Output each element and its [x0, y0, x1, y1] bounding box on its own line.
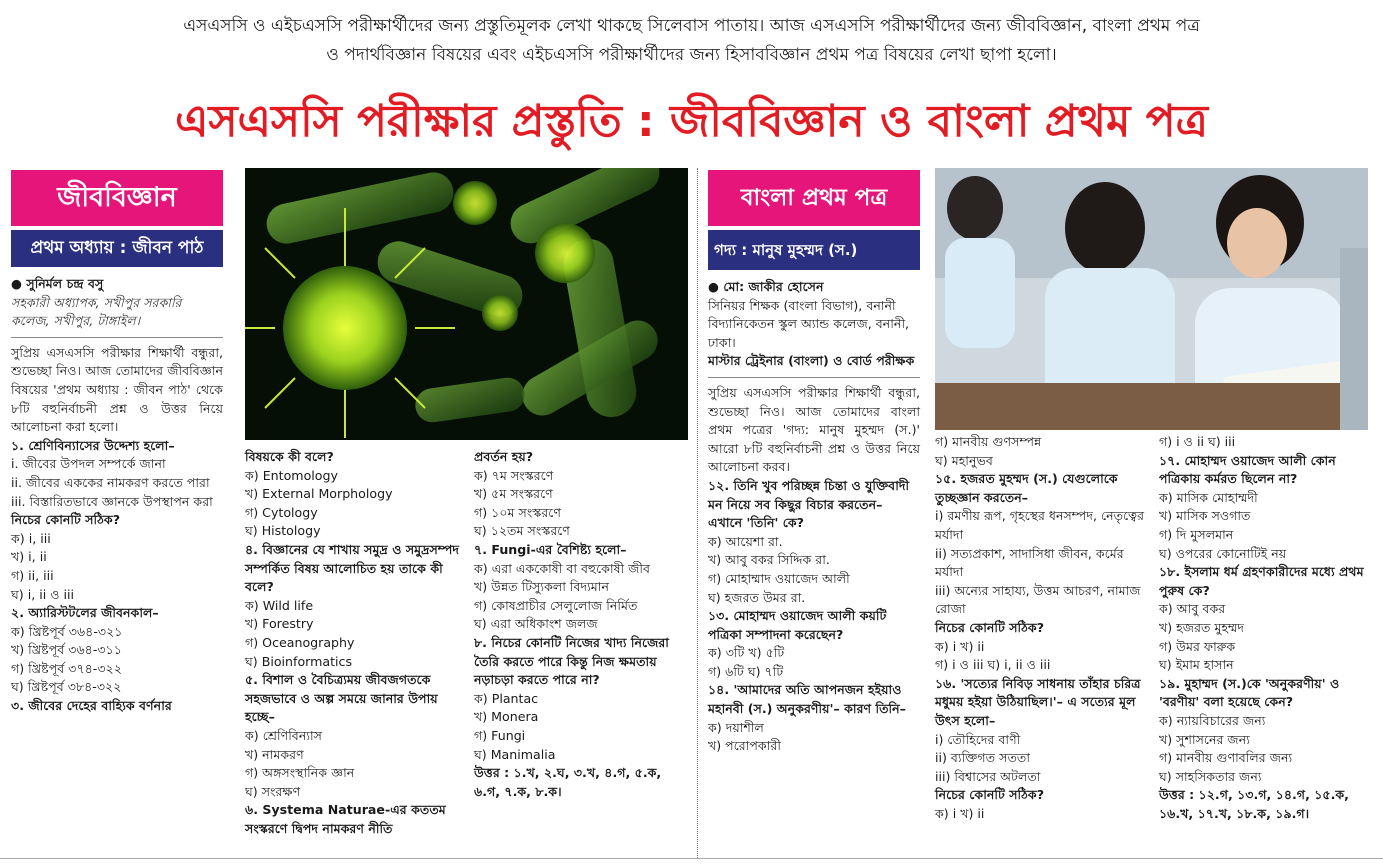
bangla-q16-item-1: i) তৌহিদের বাণী — [935, 731, 1021, 747]
biology-q8-option-4: ঘ) Manimalia — [474, 746, 556, 762]
bangla-q13-options-row-2: গ) ৬টি ঘ) ৭টি — [708, 663, 784, 679]
bangla-author-title: সিনিয়র শিক্ষক (বাংলা বিভাগ), বনানী বিদ্যানিকেতন স্কুল অ্যান্ড কলেজ, বনানী, ঢাকা। — [708, 297, 910, 350]
biology-q5-option-2: খ) নামকরণ — [245, 746, 304, 762]
bangla-q16-item-3: iii) বিশ্বাসের অটলতা — [935, 768, 1041, 784]
biology-q8-option-3: গ) Fungi — [474, 727, 526, 743]
bangla-q19-option-4: ঘ) সাহসিকতার জন্য — [1159, 768, 1262, 784]
biology-question-3: ৩. জীবের দেহের বাহ্যিক বর্ণনার — [11, 698, 172, 714]
exam-illustration — [935, 168, 1368, 430]
bangla-q12-option-1: ক) আয়েশা রা. — [708, 533, 783, 549]
biology-answers: উত্তর : ১.খ, ২.ঘ, ৩.খ, ৪.গ, ৫.ক, ৬.গ, ৭.ক, ৮.ক। — [474, 765, 662, 799]
intro-text — [0, 12, 1383, 70]
bangla-q15-item-1: i) রমণীয় রূপ, গৃহস্থের ধনসম্পদ, নেতৃত্বের মর্যাদা — [935, 508, 1145, 542]
biology-question-4: ৪. বিজ্ঞানের যে শাখায় সমুদ্র ও সমুদ্রসম্পদ সম্পর্কিত বিষয় আলোচিত হয় তাকে কী বলে? — [245, 541, 460, 595]
bangla-question-12: ১২. তিনি খুব পরিচ্ছন্ন চিন্তা ও যুক্তিবাদী মন নিয়ে সব কিছুর বিচার করতেন– এখানে 'তিনি' কে? — [708, 477, 910, 531]
biology-q5-option-1: ক) শ্রেণিবিন্যাস — [245, 727, 322, 743]
bangla-q16-options-row-1: ক) i খ) ii — [935, 805, 985, 821]
biology-q1-item-1: i. জীবের উপদল সম্পর্কে জানা — [11, 456, 166, 472]
biology-q3-option-1: ক) Entomology — [245, 467, 338, 483]
biology-author-divider — [11, 337, 223, 338]
bangla-q19-option-2: খ) সুশাসনের জন্য — [1159, 731, 1250, 747]
bangla-column-1 — [708, 170, 920, 756]
biology-q2-option-1: ক) খ্রিষ্টপূর্ব ৩৬৪-৩২১ — [11, 623, 123, 639]
bangla-author-divider — [708, 377, 920, 378]
bangla-q17-option-3: গ) দি মুসলমান — [1159, 526, 1234, 542]
biology-q4-option-3: গ) Oceanography — [245, 634, 355, 650]
bangla-question-18: ১৮. ইসলাম ধর্ম গ্রহণকারীদের মধ্যে প্রথম পুরুষ কে? — [1159, 564, 1364, 598]
bangla-answers: উত্তর : ১২.গ, ১৩.গ, ১৪.গ, ১৫.ক, ১৬.খ, ১৭.খ, ১৮.ক, ১৯.গ। — [1159, 787, 1349, 821]
biology-q5-option-4: ঘ) সংরক্ষণ — [245, 783, 301, 799]
bangla-author-name: ● মো: জাকীর হোসেন — [708, 279, 824, 294]
biology-column-1 — [11, 170, 223, 716]
biology-q7-option-4: ঘ) এরা অধিকাংশ জলজ — [474, 616, 598, 632]
intro-line-2: ও পদার্থবিজ্ঞান বিষয়ের এবং এইচএসসি পরীক্ষার্থীদের জন্য হিসাববিজ্ঞান প্রথম পত্র বিষয়ের লেখা ছাপা হলো। — [326, 45, 1057, 65]
biology-q1-option-1: ক) i, iii — [11, 530, 51, 546]
bangla-q12-option-3: গ) মোহাম্মাদ ওয়াজেদ আলী — [708, 570, 850, 586]
bangla-q15-options-row-1: ক) i খ) ii — [935, 638, 985, 654]
biology-subject-banner: জীববিজ্ঞান — [11, 170, 223, 226]
bangla-q18-option-3: গ) উমর ফারুক — [1159, 638, 1236, 654]
biology-q3-cont: বিষয়কে কী বলে? — [245, 449, 334, 464]
biology-q3-option-2: খ) External Morphology — [245, 486, 393, 502]
bangla-q15-item-3: iii) অন্যের সাহায্য, উত্তম আচরণ, নামাজ রোজা — [935, 582, 1141, 617]
bangla-q13-options-row-1: ক) ৩টি খ) ৫টি — [708, 645, 785, 661]
section-divider — [697, 168, 698, 858]
bangla-q14-option-1: ক) দয়াশীল — [708, 719, 764, 735]
bangla-question-19: ১৯. মুহাম্মদ (স.)কে 'অনুকরণীয়' ও 'বরণীয়' বলা হয়েছে কেন? — [1159, 675, 1340, 710]
biology-q1-option-4: ঘ) i, ii ও iii — [11, 586, 74, 602]
biology-q3-option-4: ঘ) Histology — [245, 523, 321, 539]
biology-question-1: ১. শ্রেণিবিন্যাসের উদ্দেশ্য হলো– — [11, 437, 175, 453]
biology-question-5: ৫. বিশাল ও বৈচিত্র্যময় জীবজগতকে সহজভাবে ও অল্প সময়ে জানার উপায় হচ্ছে– — [245, 672, 438, 725]
biology-q6-option-1: ক) ৭ম সংস্করণে — [474, 467, 554, 483]
biology-q1-option-2: খ) i, ii — [11, 549, 47, 565]
biology-q7-option-1: ক) এরা এককোষী বা বহুকোষী জীব — [474, 560, 651, 576]
bangla-intro: সুপ্রিয় এসএসসি পরীক্ষার শিক্ষার্থী বন্ধুরা, শুভেচ্ছা নিও। আজ তোমাদের বাংলা প্রথম পত্রের 'গদ্য: মানুষ মুহম্মদ (স.)' আরো ৮টি বহুনির্বাচনী প্রশ্ন ও উত্তর নিয়ে আলোচনা করব। — [708, 384, 920, 475]
bangla-q15-item-2: ii) সত্যপ্রকাশ, সাদাসিধা জীবন, কর্মের মর্যাদা — [935, 545, 1124, 580]
bangla-subject-banner: বাংলা প্রথম পত্র — [708, 170, 920, 226]
biology-q1-item-3: iii. বিস্তারিতভাবে জ্ঞানকে উপস্থাপন করা — [11, 493, 213, 509]
bangla-q17-option-4: ঘ) ওপরের কোনোটিই নয় — [1159, 545, 1287, 561]
bacteria-photo — [245, 168, 688, 440]
biology-q1-option-3: গ) ii, iii — [11, 567, 54, 583]
biology-chapter-banner: প্রথম অধ্যায় : জীবন পাঠ — [11, 230, 223, 267]
biology-q4-option-1: ক) Wild life — [245, 597, 314, 613]
biology-q7-option-2: খ) উন্নত টিস্যুকলা বিদ্যমান — [474, 579, 609, 595]
page-headline: এসএসসি পরীক্ষার প্রস্তুতি : জীববিজ্ঞান ও বাংলা প্রথম পত্র — [175, 96, 1208, 147]
bangla-q17-option-1: ক) মাসিক মোহাম্মদী — [1159, 489, 1258, 505]
bangla-q19-option-3: গ) মানবীয় গুণাবলির জন্য — [1159, 750, 1293, 766]
biology-author-name: ● সুনির্মল চন্দ্র বসু — [11, 276, 104, 291]
bangla-q18-option-2: খ) হজরত মুহম্মদ — [1159, 619, 1245, 635]
biology-q4-option-2: খ) Forestry — [245, 616, 314, 632]
bangla-q12-option-2: খ) আবু বকর সিদ্দিক রা. — [708, 552, 830, 568]
bangla-q16-options-row-2: গ) i ও ii ঘ) iii — [1159, 434, 1236, 449]
bangla-question-16: ১৬. 'সত্যের নিবিড় সাধনায় তাঁহার চরিত্র মধুময় হইয়া উঠিয়াছিল।'– এ সত্যের মূল উৎস হলো– — [935, 675, 1141, 728]
bangla-author-role: মাস্টার ট্রেইনার (বাংলা) ও বোর্ড পরীক্ষক — [708, 353, 915, 369]
bangla-column-3 — [1159, 433, 1369, 823]
bangla-q14-option-4: ঘ) মহানুভব — [935, 452, 993, 468]
bangla-q18-option-1: ক) আবু বকর — [1159, 601, 1226, 617]
biology-q1-ask: নিচের কোনটি সঠিক? — [11, 512, 120, 528]
biology-question-8: ৮. নিচের কোনটি নিজের খাদ্য নিজেরা তৈরি করতে পারে কিন্তু নিজ ক্ষমতায় নড়াচড়া করতে পারে না? — [474, 634, 669, 688]
bangla-chapter-banner: গদ্য : মানুষ মুহম্মদ (স.) — [708, 230, 920, 270]
bangla-question-15: ১৫. হজরত মুহম্মদ (স.) যেগুলোকে তুচ্ছজ্ঞান করতেন– — [935, 471, 1118, 505]
biology-q5-option-3: গ) অঙ্গসংস্থানিক জ্ঞান — [245, 765, 355, 781]
biology-q6-option-3: গ) ১০ম সংস্করণে — [474, 504, 561, 520]
bangla-q17-option-2: খ) মাসিক সওগাত — [1159, 508, 1251, 524]
biology-q6-option-2: খ) ৫ম সংস্করণে — [474, 486, 553, 502]
biology-q7-option-3: গ) কোষপ্রাচীর সেলুলোজ নির্মিত — [474, 597, 638, 613]
bacteria-illustration — [245, 168, 688, 440]
exam-students-photo — [935, 168, 1368, 430]
biology-column-2 — [245, 448, 463, 838]
bangla-q15-ask: নিচের কোনটি সঠিক? — [935, 619, 1044, 635]
bangla-q19-option-1: ক) ন্যায়বিচারের জন্য — [1159, 712, 1266, 728]
biology-q6-cont: প্রবর্তন হয়? — [474, 449, 534, 464]
biology-q2-option-3: গ) খ্রিষ্টপূর্ব ৩৭৪-৩২২ — [11, 660, 122, 676]
biology-intro: সুপ্রিয় এসএসসি পরীক্ষার শিক্ষার্থী বন্ধুরা, শুভেচ্ছা নিও। আজ তোমাদের জীববিজ্ঞান বিষয়ের 'প্রথম অধ্যায় : জীবন পাঠ' থেকে ৮টি বহুনির্বাচনী প্রশ্ন ও উত্তর নিয়ে আলোচনা করা হলো। — [11, 344, 223, 435]
bangla-question-17: ১৭. মোহাম্মদ ওয়াজেদ আলী কোন পত্রিকায় কর্মরত ছিলেন না? — [1159, 452, 1336, 487]
page-bottom-rule — [0, 858, 1383, 859]
bangla-column-2 — [935, 433, 1149, 823]
bangla-q14-option-3: গ) মানবীয় গুণসম্পন্ন — [935, 434, 1042, 449]
intro-line-1: এসএসসি ও এইচএসসি পরীক্ষার্থীদের জন্য প্রস্তুতিমূলক লেখা থাকছে সিলেবাস পাতায়। আজ এসএসসি পরীক্ষার্থীদের জন্য জীববিজ্ঞান, বাংলা প্রথম পত্র — [183, 16, 1200, 36]
bangla-question-13: ১৩. মোহাম্মদ ওয়াজেদ আলী কয়টি পত্রিকা সম্পাদনা করেছেন? — [708, 608, 887, 642]
biology-q6-option-4: ঘ) ১২তম সংস্করণে — [474, 523, 570, 539]
biology-q1-item-2: ii. জীবের এককের নামকরণ করতে পারা — [11, 474, 210, 490]
bangla-q16-item-2: ii) ব্যক্তিগত সততা — [935, 750, 1030, 766]
biology-q2-option-4: ঘ) খ্রিষ্টপূর্ব ৩৮৪-৩২২ — [11, 679, 122, 695]
bangla-q16-ask: নিচের কোনটি সঠিক? — [935, 787, 1044, 803]
bangla-q12-option-4: ঘ) হজরত উমর রা. — [708, 589, 806, 605]
bangla-question-14: ১৪. 'আমাদের অতি আপনজন হইয়াও মহানবী (স.) অনুকরণীয়'– কারণ তিনি– — [708, 682, 906, 717]
biology-column-3 — [474, 448, 688, 801]
biology-q3-option-3: গ) Cytology — [245, 504, 318, 520]
biology-q4-option-4: ঘ) Bioinformatics — [245, 653, 353, 669]
bangla-q18-option-4: ঘ) ইমাম হাসান — [1159, 657, 1234, 673]
biology-q8-option-1: ক) Plantac — [474, 690, 539, 706]
biology-q8-option-2: খ) Monera — [474, 709, 539, 725]
bangla-q14-option-2: খ) পরোপকারী — [708, 738, 781, 754]
biology-author-title: সহকারী অধ্যাপক, সখীপুর সরকারি কলেজ, সখীপুর, টাঙ্গাইল। — [11, 294, 182, 329]
biology-q2-option-2: খ) খ্রিষ্টপূর্ব ৩৬৪-৩১১ — [11, 642, 122, 658]
biology-question-2: ২. অ্যারিস্টটলের জীবনকাল– — [11, 605, 159, 621]
bangla-q15-options-row-2: গ) i ও iii ঘ) i, ii ও iii — [935, 657, 1051, 673]
biology-question-6: ৬. Systema Naturae-এর কততম সংস্করণে দ্বিপদ নামকরণ নীতি — [245, 802, 446, 836]
biology-question-7: ৭. Fungi-এর বৈশিষ্ট্য হলো– — [474, 541, 627, 557]
